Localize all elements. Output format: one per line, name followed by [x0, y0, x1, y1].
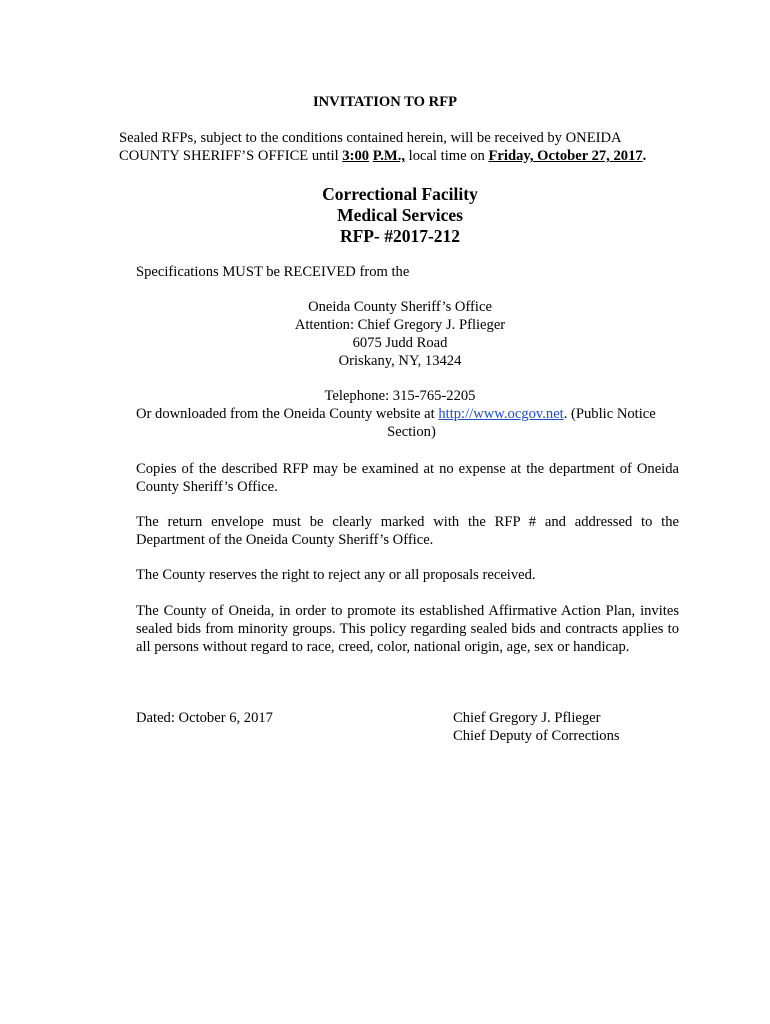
document-title: INVITATION TO RFP	[312, 94, 458, 110]
deadline-date: Friday, October 27, 2017	[488, 148, 643, 164]
deadline-ampm: P.M.,	[372, 148, 405, 164]
intro-paragraph	[119, 129, 667, 165]
heading-line-1: Correctional Facility	[322, 184, 478, 204]
heading-line-2: Medical Services	[337, 205, 463, 225]
download-line-1	[136, 405, 679, 423]
address-office: Oneida County Sheriff’s Office	[308, 299, 492, 315]
deadline-hour: 3:00	[342, 148, 370, 164]
telephone: Telephone: 315-765-2205	[324, 388, 476, 404]
copies-paragraph: Copies of the described RFP may be examined at no expense at the department of Oneida County Sheriff’s Office.	[136, 461, 679, 495]
intro-local-time-text: local time on	[405, 148, 489, 164]
download-info	[136, 405, 679, 441]
affirmative-action-paragraph: The County of Oneida, in order to promote its established Affirmative Action Plan, invites sealed bids from minority groups. This policy regarding sealed bids and contracts applies to all persons without regard to race, creed, color, national origin, age, sex or handicap.	[136, 603, 679, 655]
intro-office-text: COUNTY SHERIFF’S OFFICE until	[119, 148, 343, 164]
envelope-paragraph: The return envelope must be clearly marked with the RFP # and addressed to the Department of the Oneida County Sheriff’s Office.	[136, 514, 679, 548]
signatory-title: Chief Deputy of Corrections	[453, 728, 620, 744]
address-city: Oriskany, NY, 13424	[338, 353, 462, 369]
intro-line-1: Sealed RFPs, subject to the conditions contained herein, will be received by ONEIDA	[119, 130, 622, 146]
download-suffix: . (Public Notice	[563, 406, 656, 422]
address-street: 6075 Judd Road	[352, 335, 448, 351]
intro-line-2	[119, 147, 667, 165]
reserve-rights-paragraph: The County reserves the right to reject any or all proposals received.	[136, 567, 536, 583]
spec-intro: Specifications MUST be RECEIVED from the	[136, 264, 410, 280]
website-link[interactable]: http://www.ocgov.net	[438, 406, 564, 422]
heading-rfp-number: RFP- #2017-212	[339, 226, 461, 246]
address-attention: Attention: Chief Gregory J. Pflieger	[294, 317, 506, 333]
mailing-address	[0, 298, 770, 370]
signature-block	[453, 709, 620, 745]
intro-period: .	[642, 148, 647, 164]
dated-line: Dated: October 6, 2017	[136, 710, 273, 726]
signatory-name: Chief Gregory J. Pflieger	[453, 710, 601, 726]
download-prefix: Or downloaded from the Oneida County website at	[136, 406, 439, 422]
rfp-heading	[0, 184, 770, 247]
download-line-2: Section)	[387, 424, 436, 440]
